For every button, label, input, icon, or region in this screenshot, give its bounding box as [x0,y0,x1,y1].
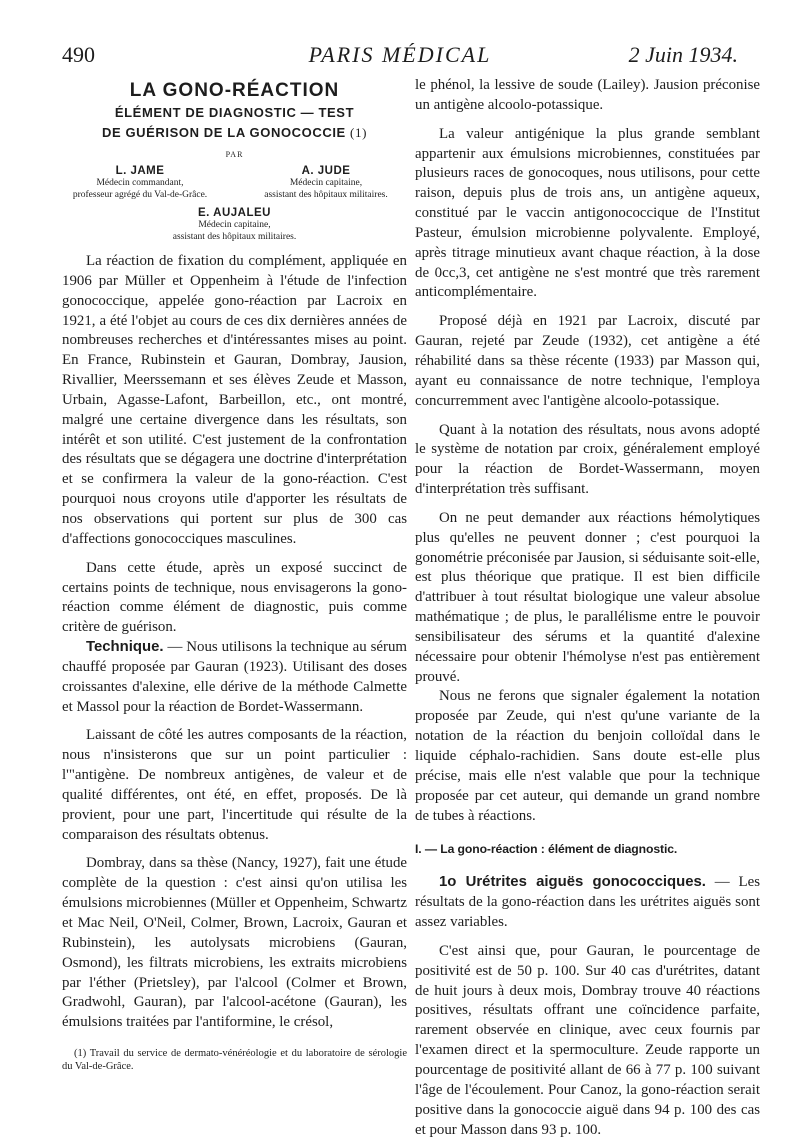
paragraph: Nous ne ferons que signaler également la notation proposée par Zeude, qui n'est qu'une variante de la notation de la réaction du benjoin colloïdal dans le liquide céphalo-rachidien. Sans doute est-elle plus précise, mais elle n'est valable que pour la technique proposée par cet auteur, qui demande un grand nombre de tubes à réactions. [415,688,760,824]
paragraph: La valeur antigénique la plus grande semblant appartenir aux émulsions microbiennes, constituées par plusieurs races de gonocoques, nous utilisons, pour cette raison, depuis plus de trois ans, un antigène aqueux, constitué par le vaccin antigonococcique de l'Institut Pasteur, émulsion microbienne polyvalente. Employé, après titrage minutieux avant chaque réaction, à la dose de 0cc,3, cet antigène ne s'est montré que très rarement anticomplémentaire. [415,125,760,301]
author-role: Médecin commandant, [96,178,184,188]
authors-row [62,164,407,206]
byline: PAR [225,150,244,159]
author-name: A. JUDE [301,165,351,177]
footnote [62,1047,407,1073]
author-aujaleu [62,206,407,242]
footnote-reference: (1) [350,125,368,140]
page-number: 490 [62,42,95,67]
paragraph-text: — Les résultats de la gono-réaction dans les urétrites aiguës sont assez variables. [415,874,760,931]
author-role: assistant des hôpitaux militaires. [264,189,388,200]
paragraph: le phénol, la lessive de soude (Lailey). Jausion préconise un antigène alcoolo-potassique. [415,77,760,113]
author-jame [50,164,230,201]
author-role: professeur agrégé du Val-de-Grâce. [72,189,208,200]
paragraph: La réaction de fixation du complément, appliquée en 1906 par Müller et Oppenheim à l'étude de l'infection gonococcique, appelée gono-réaction par Lacroix en 1921, a été l'objet au cours de ces dix dernières années de nombreuses recherches et d'intéressantes mises au point. En France, Rubinstein et Gauran, Dombray, Jausion, Rivallier, Meerssemann et ses élèves Zeude et Masson, Urbain, Agasse-Lafont, Barbeillon, etc., ont montré, malgré une certaine divergence dans les résultats, son intérêt et son utilité. C'est justement de la confrontation des résultats que se dégagera une doctrine d'interprétation et se confirmera la valeur de la gono-réaction. C'est pourquoi nous croyons utile d'apporter les résultats de nos observations qui portent sur plus de 300 cas d'affections gonococciques masculines. [62,253,407,547]
section-heading: I. — La gono-réaction : élément de diagnostic. [415,842,678,857]
paragraph: Dombray, dans sa thèse (Nancy, 1927), fait une étude complète de la question : c'est ainsi qu'on utilisa les émulsions microbiennes (Müller et Oppenheim, Schwartz et Mac Neil, O'Neil, Colmer, Brown, Lacroix, Gauran et Rubinstein), les autolysats microbiens (Gauran, Osmond), les filtrats microbiens, les extraits microbiens par l'éther (Prietsley), par l'alcool (Colmer et Brown, Gradwohl, Gauran), par l'alcool-acétone (Gauran), les émulsions traitées par l'antiformine, le crésol, [62,855,407,1031]
article-subtitle-line-2 [62,124,407,142]
paragraph: Quant à la notation des résultats, nous avons adopté le système de notation par croix, généralement employé pour la réaction de Bordet-Wassermann, moyen d'interprétation très suffisant. [415,421,760,498]
author-jude [236,164,416,201]
article-title: LA GONO-RÉACTION [129,80,340,101]
article-title-block [62,80,407,242]
right-column [415,76,760,1140]
author-role: Médecin capitaine, [289,178,363,188]
author-role: assistant des hôpitaux militaires. [172,231,297,242]
paragraph-urethritis [415,873,760,933]
run-in-heading: Technique. [86,639,164,656]
paragraph: C'est ainsi que, pour Gauran, le pourcentage de positivité est de 50 p. 100. Sur 40 cas d'urétrites, datant de huit jours à deux mois, Dombray trouve 40 réactions positives, résultats offrant une coïncidence parfaite, rarement observée en clinique, avec ceux fournis par l'examen direct et la spermoculture. Zeude rapporte un pourcentage de positivité allant de 66 à 77 p. 100 suivant l'âge de l'écoulement. Pour Canoz, la gono-réaction serait positive dans la gonococcie aiguë dans 94 p. 100 des cas et pour Masson dans 93 p. 100. [415,942,760,1138]
paragraph: Proposé déjà en 1921 par Lacroix, discuté par Gauran, rejeté par Zeude (1932), cet antigène a été réhabilité dans sa thèse récente (1933) par Masson qui, ayant eu connaissance de notre technique, l'employa concurremment avec l'antigène alcoolo-potassique. [415,313,760,409]
author-name: E. AUJALEU [198,207,271,219]
footnote-text: (1) Travail du service de dermato-vénéréologie et du laboratoire de sérologie du Val-de-Grâce. [62,1048,407,1073]
journal-title: PARIS MÉDICAL [308,42,492,67]
left-column [62,80,407,1073]
running-header [62,42,738,72]
article-subtitle-line-1: ÉLÉMENT DE DIAGNOSTIC — TEST [114,105,355,120]
author-name: L. JAME [115,165,165,177]
run-in-heading: 1o Urétrites aiguës gonococciques. [439,874,706,891]
issue-date: 2 Juin 1934. [628,42,738,67]
paragraph: Dans cette étude, après un exposé succinct de certains points de technique, nous envisagerons la gono-réaction comme élément de diagnostic, puis comme critère de guérison. [62,559,407,636]
paragraph-technique [62,638,407,717]
paragraph: Laissant de côté les autres composants de la réaction, nous n'insisterons que sur un point particulier : l'"antigène. De nombreux antigènes, de valeur et de qualité différentes, ont été, en effet, proposés. De là provient, pour une part, l'incertitude qui résulte de la comparaison des résultats obtenus. [62,727,407,843]
paragraph-text: — Nous utilisons la technique au sérum chauffé proposée par Gauran (1923). Utilisant des doses croissantes d'alexine, elle dérive de la méthode Calmette et Massol pour la réaction de Bordet-Wassermann. [62,639,407,715]
subtitle-text: DE GUÉRISON DE LA GONOCOCCIE [101,125,346,140]
paragraph: On ne peut demander aux réactions hémolytiques plus qu'elles ne peuvent donner ; c'est pourquoi la gonométrie préconisée par Jausion, si séduisante soit-elle, est plus théorique que pratique. Il est bien difficile d'attribuer à tout résultat biologique une valeur absolue mathématique ; de plus, le parallélisme entre le pouvoir sensibilisateur des sérums et la quantité d'alexine nécessaire pour obtenir l'hémolyse n'est pas entièrement prouvé. [415,509,760,685]
author-role: Médecin capitaine, [198,220,271,230]
